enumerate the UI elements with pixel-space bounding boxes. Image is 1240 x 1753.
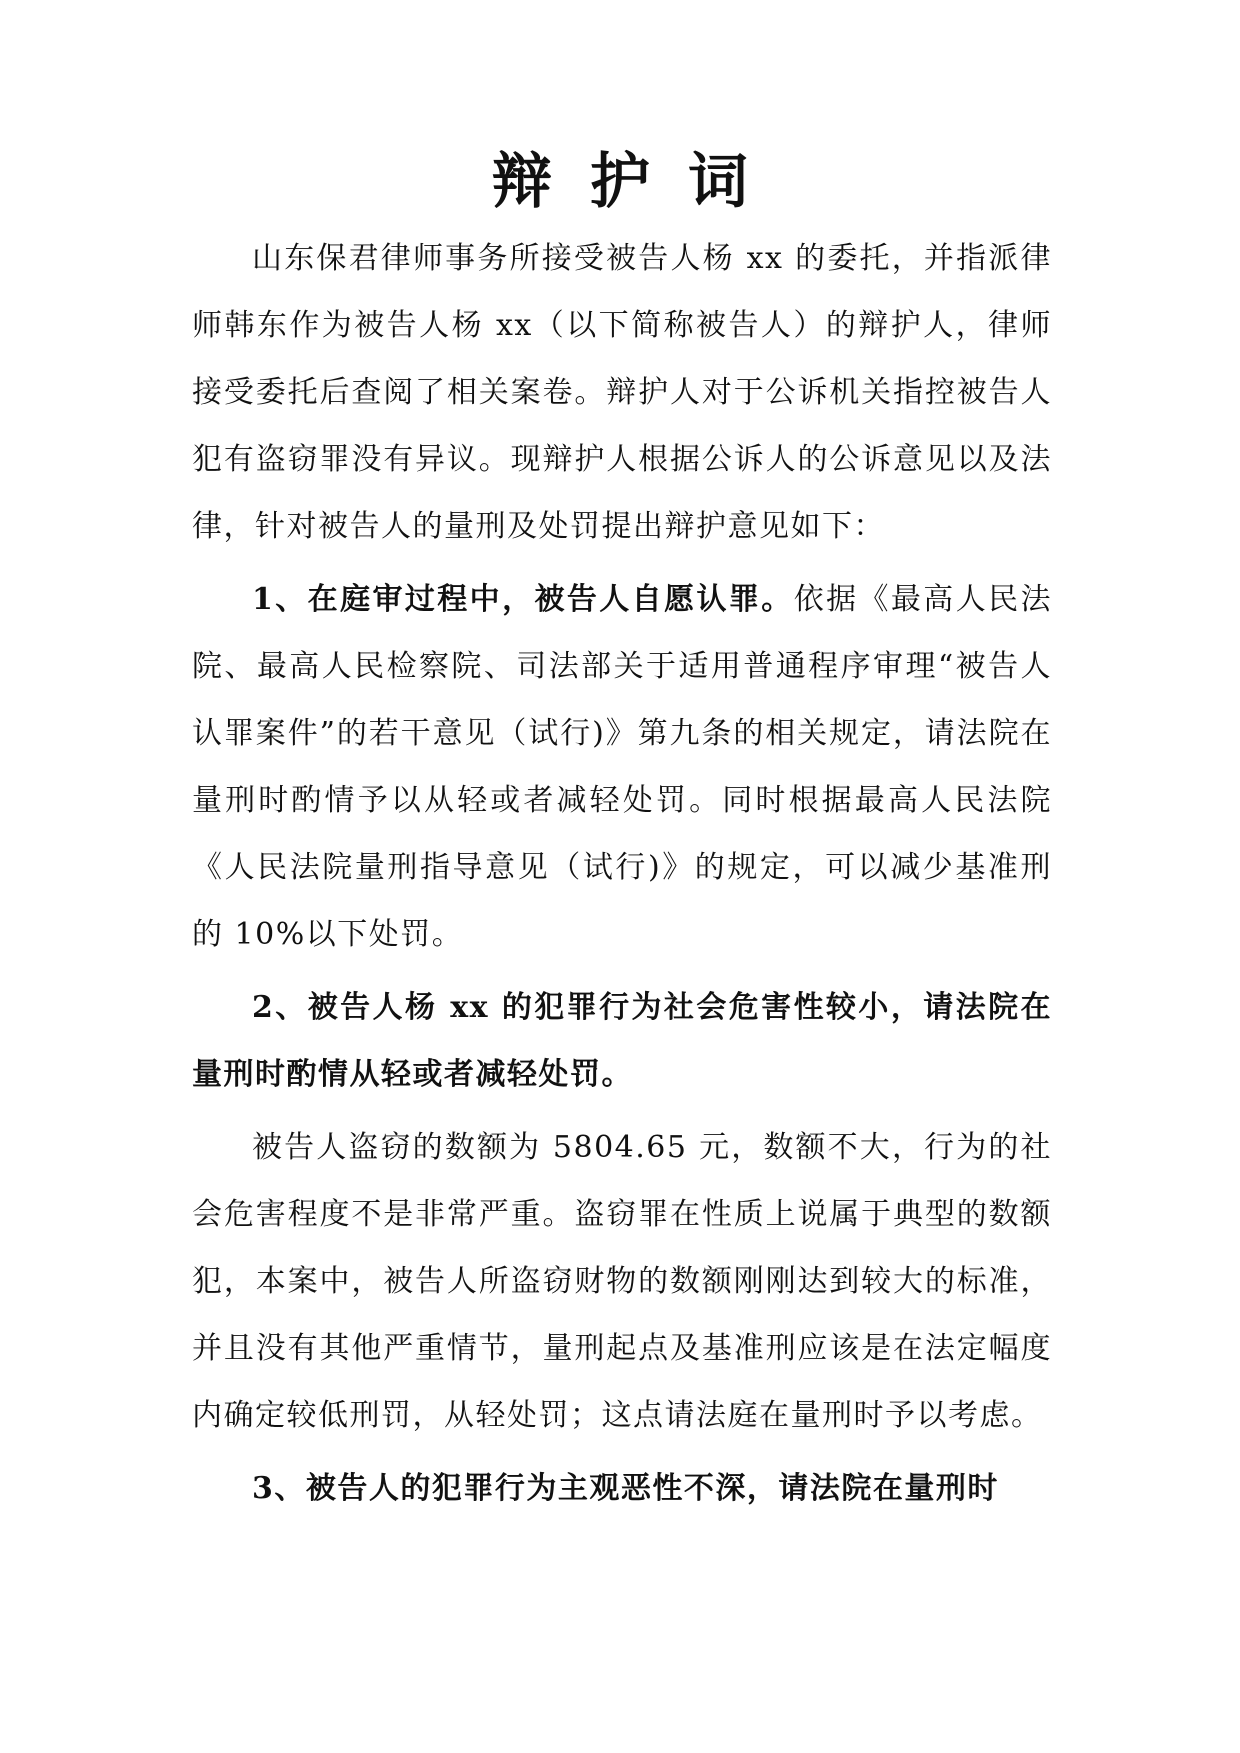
point-2-heading: 2、被告人杨 xx 的犯罪行为社会危害性较小，请法院在量刑时酌情从轻或者减轻处罚。 [192,990,1052,1092]
point-1-body: 依据《最高人民法院、最高人民检察院、司法部关于适用普通程序审理“被告人认罪案件”的若干意见（试行)》第九条的相关规定，请法院在量刑时酌情予以从轻或者减轻处罚。同时根据最高人民法院《人民法院量刑指导意见（试行)》的规定，可以减少基准刑的 10%以下处罚。 [192,582,1053,952]
point-3-heading: 3、被告人的犯罪行为主观恶性不深，请法院在量刑时 [252,1471,999,1506]
point-1-heading: 1、在庭审过程中，被告人自愿认罪。 [252,582,794,617]
intro-paragraph: 山东保君律师事务所接受被告人杨 xx 的委托，并指派律师韩东作为被告人杨 xx（以下简称被告人）的辩护人，律师接受委托后查阅了相关案卷。辩护人对于公诉机关指控被告人犯有盗窃罪没有异议。现辩护人根据公诉人的公诉意见以及法律，针对被告人的量刑及处罚提出辩护意见如下： [192,241,1052,544]
point-1-paragraph [192,566,1052,968]
document-body [192,225,1052,1522]
document-title: 辩护词 [492,147,786,217]
point-2-body: 被告人盗窃的数额为 5804.65 元，数额不大，行为的社会危害程度不是非常严重。盗窃罪在性质上说属于典型的数额犯，本案中，被告人所盗窃财物的数额刚刚达到较大的标准，并且没有其他严重情节，量刑起点及基准刑应该是在法定幅度内确定较低刑罚，从轻处罚；这点请法庭在量刑时予以考虑。 [192,1130,1052,1433]
